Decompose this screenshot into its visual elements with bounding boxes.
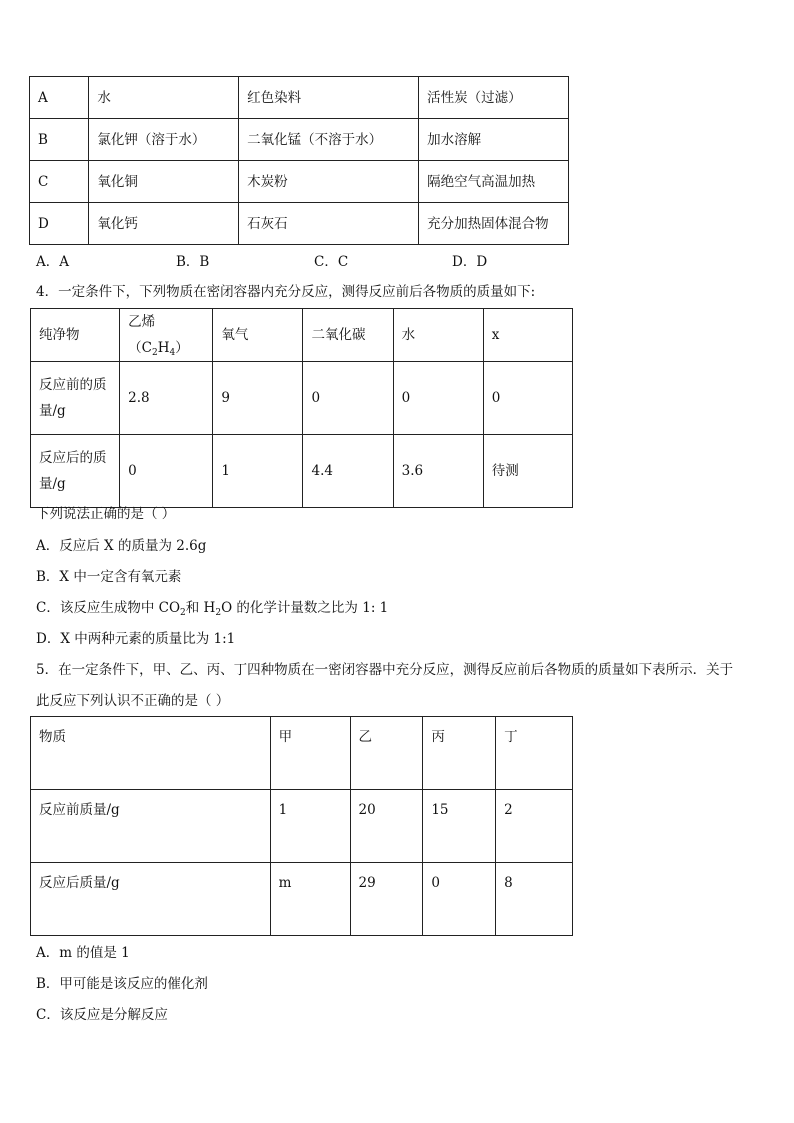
table-header-cell: 纯净物 (31, 309, 120, 362)
q3-option-b[interactable]: B．B (176, 254, 210, 270)
table-cell: 氧化铜 (89, 161, 239, 203)
formula-text: ） (175, 340, 189, 356)
subscript: 2 (152, 348, 158, 358)
table-row (31, 362, 573, 435)
table-row (31, 790, 573, 863)
table-cell: 木炭粉 (239, 161, 419, 203)
q5-mass-table (30, 716, 573, 936)
table-cell: 2 (496, 790, 573, 863)
q4-option-d[interactable]: D．X 中两种元素的质量比为 1:1 (36, 631, 236, 647)
table-cell: 2.8 (120, 362, 213, 435)
table-cell: 1 (270, 790, 350, 863)
table-cell: 0 (423, 863, 496, 936)
q5-stem-line1: 5．在一定条件下，甲、乙、丙、丁四种物质在一密闭容器中充分反应，测得反应前后各物质的质量如下表所示．关于 (36, 662, 734, 678)
table-header-row (31, 717, 573, 790)
q4-option-b[interactable]: B．X 中一定含有氧元素 (36, 569, 182, 585)
table-cell: 0 (120, 435, 213, 508)
table-row (31, 863, 573, 936)
table-cell: m (270, 863, 350, 936)
subscript: 2 (215, 608, 222, 618)
table-header-cell: 乙 (350, 717, 423, 790)
table-header-cell: 水 (393, 309, 483, 362)
table-cell: 氯化钾（溶于水） (89, 119, 239, 161)
table-header-cell: 物质 (31, 717, 271, 790)
table-cell: 反应后质量/g (31, 863, 271, 936)
table-cell: B (30, 119, 89, 161)
table-cell: 反应前的质量/g (31, 362, 120, 435)
table-cell: 4.4 (303, 435, 393, 508)
table-cell: 29 (350, 863, 423, 936)
table-cell: 1 (213, 435, 303, 508)
table-cell: 氧化钙 (89, 203, 239, 245)
table-header-cell: 氧气 (213, 309, 303, 362)
option-text: O 的化学计量数之比为 1: 1 (221, 600, 389, 616)
table-cell: A (30, 77, 89, 119)
q3-options-table (29, 76, 569, 245)
q3-option-c[interactable]: C．C (314, 254, 349, 270)
q4-option-a[interactable]: A．反应后 X 的质量为 2.6g (36, 538, 207, 554)
table-row (30, 119, 569, 161)
table-cell: C (30, 161, 89, 203)
q4-option-c[interactable] (36, 598, 388, 618)
table-cell: 二氧化锰（不溶于水） (239, 119, 419, 161)
formula-text: 乙烯（C (128, 314, 156, 356)
table-cell: 活性炭（过滤） (419, 77, 569, 119)
q3-option-a[interactable]: A．A (36, 254, 69, 270)
table-header-row (31, 309, 573, 362)
table-cell: 充分加热固体混合物 (419, 203, 569, 245)
subscript: 4 (169, 348, 176, 358)
table-cell: 0 (303, 362, 393, 435)
table-header-cell: x (483, 309, 572, 362)
table-cell: 红色染料 (239, 77, 419, 119)
table-row (30, 161, 569, 203)
option-text: C．该反应生成物中 CO (36, 600, 181, 616)
table-cell: 隔绝空气高温加热 (419, 161, 569, 203)
table-cell: 0 (483, 362, 572, 435)
subscript: 2 (180, 608, 186, 618)
table-cell: 石灰石 (239, 203, 419, 245)
q4-stem: 4．一定条件下，下列物质在密闭容器内充分反应，测得反应前后各物质的质量如下: (36, 284, 536, 300)
table-row (30, 77, 569, 119)
table-cell: 20 (350, 790, 423, 863)
q5-stem-line2: 此反应下列认识不正确的是（ ） (36, 693, 230, 709)
table-cell: 反应前质量/g (31, 790, 271, 863)
q4-mass-table (30, 308, 573, 508)
table-header-cell: 丙 (423, 717, 496, 790)
table-cell: 待测 (483, 435, 572, 508)
option-text: 和 H (185, 600, 216, 616)
q5-option-a[interactable]: A．m 的值是 1 (36, 945, 130, 961)
q4-question: 下列说法正确的是（ ） (36, 506, 176, 522)
table-header-cell: 丁 (496, 717, 573, 790)
table-cell: 加水溶解 (419, 119, 569, 161)
table-cell: 15 (423, 790, 496, 863)
table-row (31, 435, 573, 508)
q5-option-b[interactable]: B．甲可能是该反应的催化剂 (36, 976, 208, 992)
table-row (30, 203, 569, 245)
table-header-cell: 甲 (270, 717, 350, 790)
table-cell: 水 (89, 77, 239, 119)
table-cell: 9 (213, 362, 303, 435)
q5-option-c[interactable]: C．该反应是分解反应 (36, 1007, 168, 1023)
q3-option-d[interactable]: D．D (452, 254, 488, 270)
table-cell: 反应后的质量/g (31, 435, 120, 508)
formula-text: H (157, 340, 170, 356)
table-cell: D (30, 203, 89, 245)
table-cell: 8 (496, 863, 573, 936)
table-cell: 3.6 (393, 435, 483, 508)
table-header-cell: 二氧化碳 (303, 309, 393, 362)
table-header-cell (120, 309, 213, 362)
table-cell: 0 (393, 362, 483, 435)
